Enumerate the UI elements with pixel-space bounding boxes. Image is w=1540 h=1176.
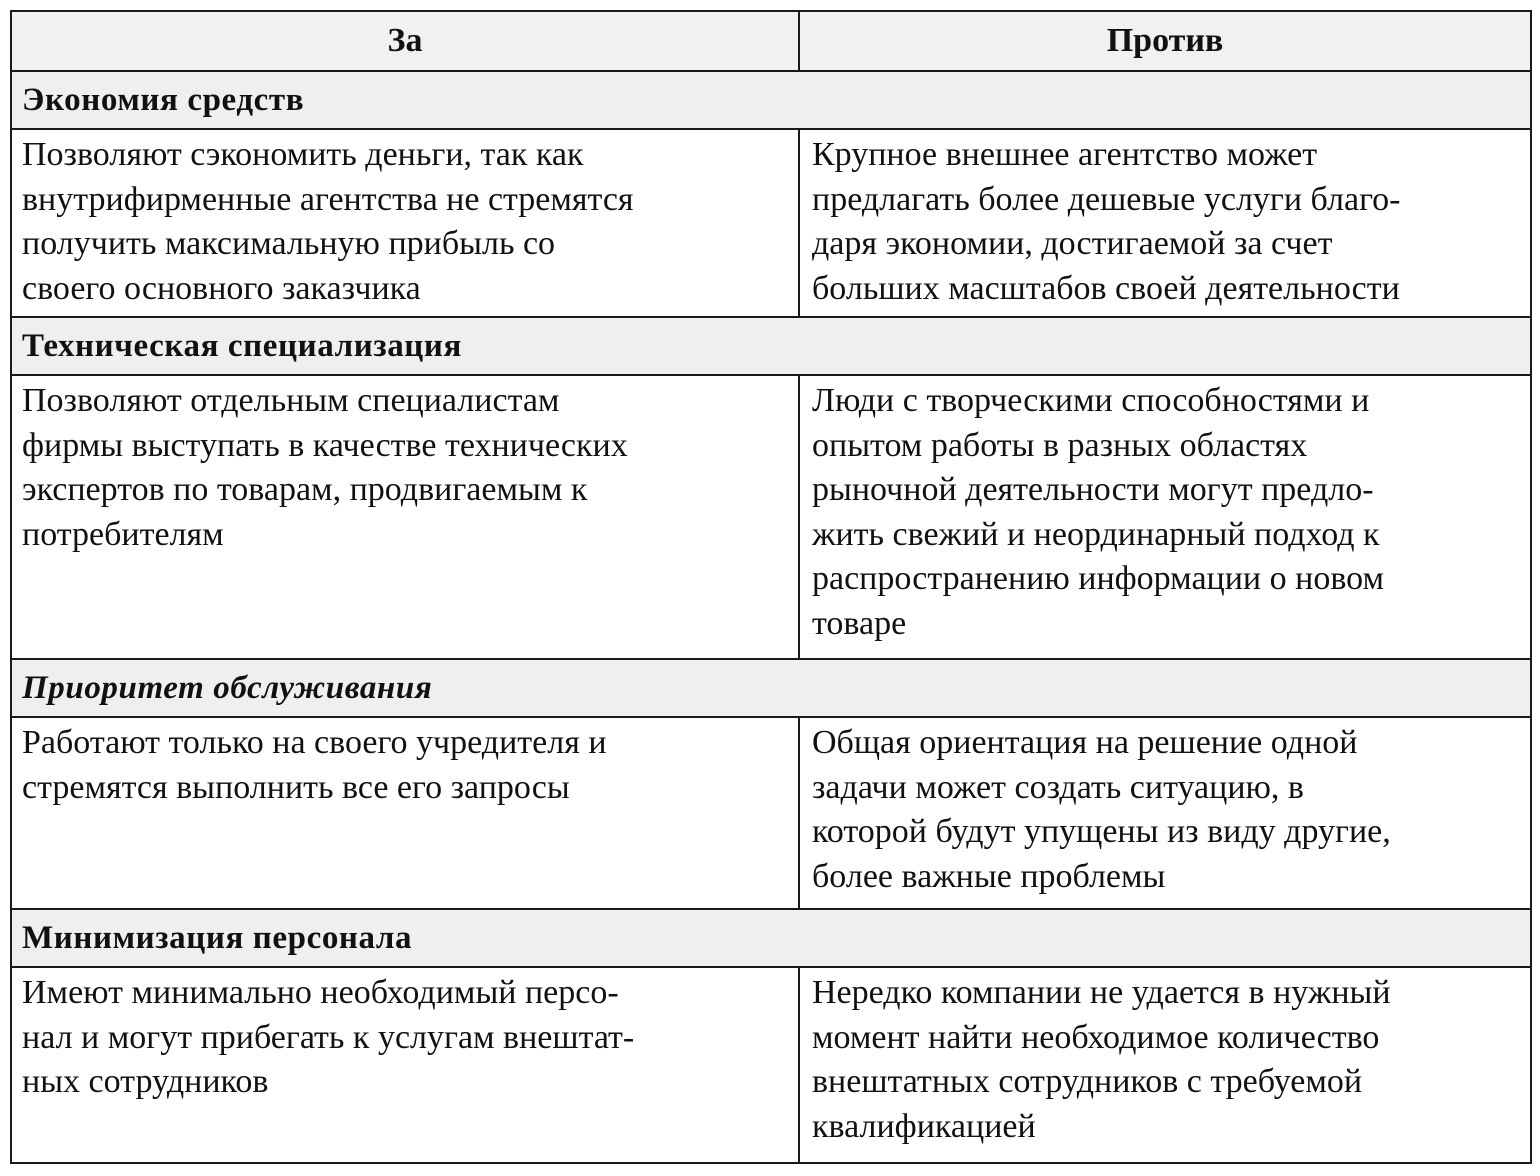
text-line: предлагать более дешевые услуги благо- <box>812 180 1401 218</box>
text-line: Общая ориентация на решение одной <box>812 724 1358 761</box>
text-line: которой будут упущены из виду другие, <box>812 813 1391 850</box>
text-line: более важные проблемы <box>812 857 1166 895</box>
section-title: Приоритет обслуживания <box>11 659 1531 717</box>
header-against: Против <box>799 11 1531 71</box>
text-line: Крупное внешнее агентство может <box>812 136 1318 173</box>
text-line: ных сотрудников <box>22 1063 269 1100</box>
text-line: Позволяют сэкономить деньги, так как <box>22 136 584 173</box>
pros-cons-table <box>10 10 1532 1164</box>
content-row-staff <box>11 967 1531 1163</box>
text-line: нал и могут прибегать к услугам внештат- <box>22 1018 635 1056</box>
for-cell <box>11 717 799 909</box>
section-row-economy <box>11 71 1531 129</box>
section-row-service-priority <box>11 659 1531 717</box>
text-line: экспертов по товарам, продвигаемым к <box>22 471 588 508</box>
for-cell <box>11 129 799 317</box>
text-line: больших масштабов своей деятельности <box>812 269 1400 307</box>
text-line: задачи может создать ситуацию, в <box>812 768 1304 806</box>
for-cell <box>11 375 799 659</box>
against-cell <box>799 967 1531 1163</box>
text-line: внештатных сотрудников с требуемой <box>812 1063 1363 1100</box>
text-line: момент найти необходимое количество <box>812 1018 1380 1056</box>
text-line: даря экономии, достигаемой за счет <box>812 225 1333 262</box>
text-line: товаре <box>812 604 907 642</box>
text-line: жить свежий и неординарный подход к <box>812 515 1380 553</box>
text-line: фирмы выступать в качестве технических <box>22 426 628 464</box>
section-row-staff <box>11 909 1531 967</box>
content-row-specialization <box>11 375 1531 659</box>
text-line: рыночной деятельности могут предло- <box>812 471 1374 508</box>
text-line: Нередко компании не удается в нужный <box>812 974 1391 1011</box>
text-line: Имеют минимально необходимый персо- <box>22 974 619 1011</box>
section-title: Экономия средств <box>11 71 1531 129</box>
section-row-specialization <box>11 317 1531 375</box>
header-row <box>11 11 1531 71</box>
content-row-service-priority <box>11 717 1531 909</box>
text-line: своего основного заказчика <box>22 269 421 307</box>
text-line: потребителям <box>22 515 224 553</box>
section-title: Минимизация персонала <box>11 909 1531 967</box>
text-line: распространению информации о новом <box>812 560 1385 597</box>
text-line: опытом работы в разных областях <box>812 426 1308 464</box>
content-row-economy <box>11 129 1531 317</box>
for-cell <box>11 967 799 1163</box>
against-cell <box>799 717 1531 909</box>
text-line: Люди с творческими способностями и <box>812 382 1370 419</box>
header-for: За <box>11 11 799 71</box>
section-title: Техническая специализация <box>11 317 1531 375</box>
text-line: Работают только на своего учредителя и <box>22 724 607 761</box>
text-line: Позволяют отдельным специалистам <box>22 382 560 419</box>
text-line: получить максимальную прибыль со <box>22 225 556 262</box>
against-cell <box>799 375 1531 659</box>
against-cell <box>799 129 1531 317</box>
text-line: стремятся выполнить все его запросы <box>22 768 570 806</box>
text-line: квалификацией <box>812 1107 1036 1145</box>
text-line: внутрифирменные агентства не стремятся <box>22 180 634 218</box>
